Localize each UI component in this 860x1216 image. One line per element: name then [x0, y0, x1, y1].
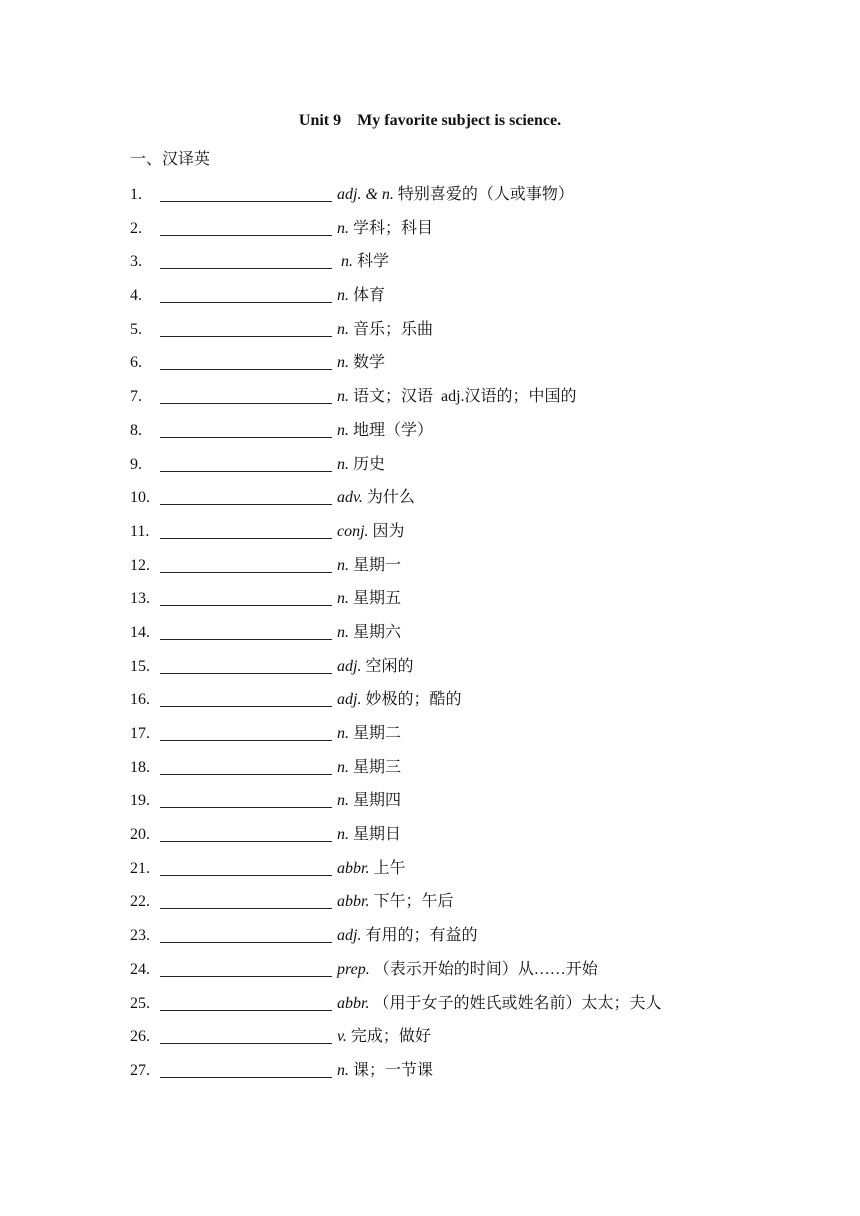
- answer-blank[interactable]: [160, 184, 332, 202]
- part-of-speech: adj.: [337, 691, 362, 709]
- part-of-speech: v.: [337, 1028, 347, 1046]
- item-number: 22.: [130, 893, 150, 911]
- chinese-meaning: 地理（学）: [353, 421, 434, 439]
- item-number: 16.: [130, 691, 150, 709]
- part-of-speech: n.: [337, 287, 349, 305]
- chinese-meaning: （用于女子的姓氏或姓名前）太太；夫人: [373, 994, 662, 1012]
- answer-blank[interactable]: [160, 925, 332, 943]
- item-number: 8.: [130, 421, 142, 439]
- item-number: 25.: [130, 994, 150, 1012]
- vocab-item: [130, 454, 790, 488]
- item-number: 13.: [130, 590, 150, 608]
- answer-blank[interactable]: [160, 959, 332, 977]
- vocab-item: [130, 824, 790, 858]
- vocab-item: [130, 891, 790, 925]
- vocab-item: [130, 487, 790, 521]
- part-of-speech: abbr.: [337, 893, 370, 911]
- chinese-meaning: （表示开始的时间）从……开始: [373, 960, 598, 978]
- part-of-speech: adj.: [337, 657, 362, 675]
- chinese-meaning: 学科；科目: [353, 219, 434, 237]
- answer-blank[interactable]: [160, 285, 332, 303]
- chinese-meaning: 空闲的: [365, 657, 414, 675]
- answer-blank[interactable]: [160, 319, 332, 337]
- answer-blank[interactable]: [160, 1026, 332, 1044]
- item-number: 9.: [130, 455, 142, 473]
- part-of-speech: n.: [337, 219, 349, 237]
- answer-blank[interactable]: [160, 588, 332, 606]
- vocab-item: [130, 555, 790, 589]
- answer-blank[interactable]: [160, 251, 332, 269]
- part-of-speech: n.: [337, 320, 349, 338]
- part-of-speech: adj. & n.: [337, 186, 394, 203]
- item-number: 1.: [130, 186, 142, 203]
- part-of-speech: n.: [337, 421, 349, 439]
- chinese-meaning: 星期二: [353, 725, 402, 742]
- vocab-item: [130, 959, 790, 993]
- section-heading: 一、汉译英: [130, 151, 211, 168]
- item-number: 10.: [130, 489, 150, 507]
- chinese-meaning: 星期五: [353, 590, 402, 608]
- vocab-item: [130, 790, 790, 824]
- item-number: 23.: [130, 927, 150, 945]
- chinese-meaning: 妙极的；酷的: [365, 691, 462, 709]
- part-of-speech: conj.: [337, 522, 369, 540]
- chinese-meaning: 上午: [373, 859, 406, 877]
- chinese-meaning: 星期一: [353, 556, 402, 574]
- answer-blank[interactable]: [160, 757, 332, 775]
- vocab-item: [130, 184, 790, 218]
- answer-blank[interactable]: [160, 993, 332, 1011]
- vocab-item: [130, 251, 790, 285]
- item-number: 27.: [130, 1061, 150, 1079]
- answer-blank[interactable]: [160, 790, 332, 808]
- chinese-meaning: 特别喜爱的（人或事物）: [397, 186, 574, 203]
- item-number: 17.: [130, 725, 150, 742]
- part-of-speech: n.: [337, 556, 349, 574]
- chinese-meaning: 体育: [353, 287, 386, 305]
- chinese-meaning: 科学: [357, 253, 390, 271]
- part-of-speech: n.: [337, 1061, 349, 1079]
- answer-blank[interactable]: [160, 1060, 332, 1078]
- chinese-meaning: 星期六: [353, 623, 402, 641]
- vocab-item: [130, 386, 790, 420]
- item-number: 7.: [130, 388, 142, 406]
- part-of-speech: n.: [341, 253, 353, 271]
- vocab-item: [130, 858, 790, 892]
- vocab-item: [130, 925, 790, 959]
- chinese-meaning: 数学: [353, 354, 386, 372]
- vocab-item: [130, 757, 790, 791]
- vocab-item: [130, 420, 790, 454]
- answer-blank[interactable]: [160, 891, 332, 909]
- chinese-meaning: 语文；汉语 adj.汉语的；中国的: [353, 388, 577, 406]
- vocab-item: [130, 521, 790, 555]
- vocab-item: [130, 588, 790, 622]
- chinese-meaning: 为什么: [366, 489, 415, 507]
- page-title: Unit 9 My favorite subject is science.: [298, 112, 562, 129]
- chinese-meaning: 星期三: [353, 758, 402, 776]
- vocab-item: [130, 622, 790, 656]
- vocab-item: [130, 1026, 790, 1060]
- vocab-item: [130, 689, 790, 723]
- vocab-item: [130, 1060, 790, 1094]
- part-of-speech: n.: [337, 354, 349, 372]
- part-of-speech: n.: [337, 725, 349, 742]
- answer-blank[interactable]: [160, 555, 332, 573]
- part-of-speech: n.: [337, 455, 349, 473]
- chinese-meaning: 因为: [372, 522, 405, 540]
- item-number: 15.: [130, 657, 150, 675]
- answer-blank[interactable]: [160, 622, 332, 640]
- item-number: 14.: [130, 623, 150, 641]
- chinese-meaning: 下午；午后: [373, 893, 454, 911]
- item-number: 24.: [130, 960, 150, 978]
- item-number: 6.: [130, 354, 142, 372]
- vocab-item: [130, 993, 790, 1027]
- item-number: 21.: [130, 859, 150, 877]
- chinese-meaning: 音乐；乐曲: [353, 320, 434, 338]
- part-of-speech: adj.: [337, 927, 362, 945]
- answer-blank[interactable]: [160, 723, 332, 741]
- chinese-meaning: 完成；做好: [350, 1028, 431, 1046]
- item-number: 18.: [130, 758, 150, 776]
- item-number: 20.: [130, 826, 150, 844]
- answer-blank[interactable]: [160, 218, 332, 236]
- item-number: 4.: [130, 287, 142, 305]
- part-of-speech: adv.: [337, 489, 363, 507]
- answer-blank[interactable]: [160, 656, 332, 674]
- answer-blank[interactable]: [160, 521, 332, 539]
- part-of-speech: n.: [337, 623, 349, 641]
- answer-blank[interactable]: [160, 824, 332, 842]
- vocab-item: [130, 319, 790, 353]
- part-of-speech: abbr.: [337, 859, 370, 877]
- chinese-meaning: 星期四: [353, 792, 402, 810]
- item-number: 12.: [130, 556, 150, 574]
- chinese-meaning: 星期日: [353, 826, 402, 844]
- item-number: 3.: [130, 253, 142, 271]
- answer-blank[interactable]: [160, 386, 332, 404]
- vocab-item: [130, 352, 790, 386]
- part-of-speech: abbr.: [337, 994, 370, 1012]
- item-number: 26.: [130, 1028, 150, 1046]
- part-of-speech: prep.: [337, 960, 370, 978]
- vocab-item: [130, 723, 790, 757]
- chinese-meaning: 历史: [353, 455, 386, 473]
- chinese-meaning: 有用的；有益的: [365, 927, 478, 945]
- item-number: 5.: [130, 320, 142, 338]
- vocab-list: [130, 184, 790, 1094]
- answer-blank[interactable]: [160, 487, 332, 505]
- item-number: 19.: [130, 792, 150, 810]
- vocab-item: [130, 218, 790, 252]
- part-of-speech: n.: [337, 758, 349, 776]
- part-of-speech: n.: [337, 826, 349, 844]
- part-of-speech: n.: [337, 388, 349, 406]
- answer-blank[interactable]: [160, 352, 332, 370]
- vocab-item: [130, 656, 790, 690]
- part-of-speech: n.: [337, 792, 349, 810]
- answer-blank[interactable]: [160, 689, 332, 707]
- chinese-meaning: 课；一节课: [353, 1061, 434, 1079]
- answer-blank[interactable]: [160, 858, 332, 876]
- item-number: 2.: [130, 219, 142, 237]
- answer-blank[interactable]: [160, 454, 332, 472]
- answer-blank[interactable]: [160, 420, 332, 438]
- vocab-item: [130, 285, 790, 319]
- part-of-speech: n.: [337, 590, 349, 608]
- item-number: 11.: [130, 522, 150, 540]
